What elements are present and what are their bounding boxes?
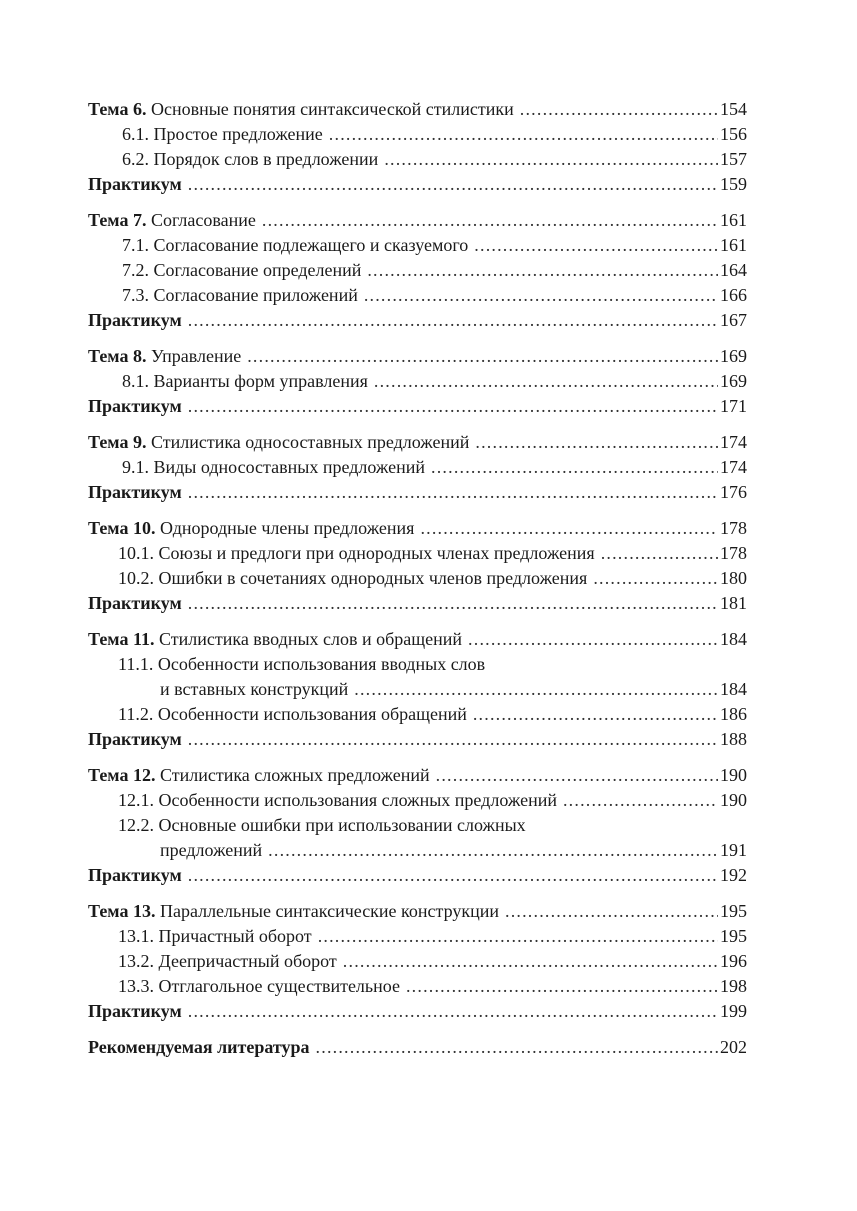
dot-leader bbox=[316, 1035, 718, 1060]
subsection-title bbox=[118, 974, 400, 999]
dot-leader bbox=[374, 369, 718, 394]
subsection-title bbox=[122, 455, 425, 480]
toc-subsection-entry[interactable] bbox=[88, 122, 747, 147]
dot-leader bbox=[406, 974, 718, 999]
topic-name: Управление bbox=[150, 346, 242, 366]
subsection-title bbox=[160, 838, 262, 863]
practicum-label: Практикум bbox=[88, 174, 182, 194]
subsection-title bbox=[118, 652, 485, 677]
subsection-title bbox=[122, 283, 358, 308]
subsection-number: 11.2. bbox=[118, 704, 154, 724]
topic-label: Тема 11. bbox=[88, 629, 155, 649]
page-number: 188 bbox=[720, 729, 747, 749]
dot-leader bbox=[188, 172, 718, 197]
dot-leader bbox=[473, 702, 718, 727]
topic-label: Тема 7. bbox=[88, 210, 147, 230]
page-number: 190 bbox=[720, 790, 747, 810]
dot-leader bbox=[364, 283, 718, 308]
subsection-text: предложений bbox=[160, 840, 263, 860]
toc-subsection-entry[interactable] bbox=[88, 283, 747, 308]
dot-leader bbox=[318, 924, 718, 949]
toc-practicum-entry[interactable] bbox=[88, 480, 747, 505]
toc-practicum-entry[interactable] bbox=[88, 172, 747, 197]
subsection-text: Союзы и предлоги при однородных членах предложения bbox=[158, 543, 595, 563]
dot-leader bbox=[431, 455, 718, 480]
topic-name: Основные понятия синтаксической стилистики bbox=[150, 99, 514, 119]
subsection-title bbox=[122, 258, 361, 283]
subsection-title bbox=[122, 147, 378, 172]
dot-leader bbox=[188, 863, 718, 888]
topic-title bbox=[88, 97, 514, 122]
dot-leader bbox=[520, 97, 718, 122]
toc-section bbox=[88, 516, 747, 616]
page-number: 166 bbox=[720, 285, 747, 305]
subsection-title bbox=[122, 233, 468, 258]
topic-title bbox=[88, 763, 430, 788]
toc-section bbox=[88, 344, 747, 419]
practicum-label: Практикум bbox=[88, 865, 182, 885]
toc-section bbox=[88, 899, 747, 1024]
subsection-title bbox=[118, 702, 467, 727]
dot-leader bbox=[384, 147, 718, 172]
subsection-number: 7.3. bbox=[122, 285, 149, 305]
subsection-title bbox=[118, 924, 312, 949]
subsection-text: Причастный оборот bbox=[158, 926, 312, 946]
subsection-text: Особенности использования сложных предложений bbox=[158, 790, 557, 810]
subsection-title bbox=[118, 813, 526, 838]
topic-label: Тема 8. bbox=[88, 346, 147, 366]
page-number: 202 bbox=[720, 1037, 747, 1057]
page-number: 192 bbox=[720, 865, 747, 885]
subsection-number: 8.1. bbox=[122, 371, 149, 391]
page-number: 154 bbox=[720, 99, 747, 119]
dot-leader bbox=[247, 344, 718, 369]
toc-section bbox=[88, 627, 747, 752]
toc-subsection-entry[interactable] bbox=[88, 677, 747, 702]
subsection-text: Особенности использования обращений bbox=[157, 704, 467, 724]
topic-title bbox=[88, 344, 241, 369]
subsection-number: 6.1. bbox=[122, 124, 149, 144]
subsection-title bbox=[118, 788, 557, 813]
dot-leader bbox=[262, 208, 718, 233]
toc-subsection-entry[interactable] bbox=[88, 566, 747, 591]
topic-label: Тема 13. bbox=[88, 901, 156, 921]
topic-title bbox=[88, 516, 414, 541]
toc-subsection-entry[interactable] bbox=[88, 233, 747, 258]
toc-practicum-entry[interactable] bbox=[88, 863, 747, 888]
dot-leader bbox=[188, 591, 718, 616]
subsection-number: 12.1. bbox=[118, 790, 154, 810]
dot-leader bbox=[563, 788, 718, 813]
toc-topic-entry[interactable] bbox=[88, 899, 747, 924]
dot-leader bbox=[188, 727, 718, 752]
topic-label: Тема 12. bbox=[88, 765, 156, 785]
table-of-contents bbox=[88, 97, 747, 1071]
toc-subsection-entry[interactable] bbox=[88, 258, 747, 283]
toc-literature-entry[interactable] bbox=[88, 1035, 747, 1060]
subsection-text: Порядок слов в предложении bbox=[153, 149, 379, 169]
topic-name: Параллельные синтаксические конструкции bbox=[159, 901, 499, 921]
practicum-label: Практикум bbox=[88, 729, 182, 749]
toc-practicum-entry[interactable] bbox=[88, 308, 747, 333]
subsection-text: Виды односоставных предложений bbox=[153, 457, 426, 477]
subsection-title bbox=[118, 541, 595, 566]
topic-name: Стилистика вводных слов и обращений bbox=[158, 629, 463, 649]
toc-practicum-entry[interactable] bbox=[88, 394, 747, 419]
toc-subsection-entry[interactable] bbox=[88, 369, 747, 394]
page-number: 199 bbox=[720, 1001, 747, 1021]
dot-leader bbox=[367, 258, 718, 283]
page-number: 176 bbox=[720, 482, 747, 502]
page-number: 169 bbox=[720, 371, 747, 391]
toc-subsection-entry[interactable] bbox=[88, 924, 747, 949]
topic-label: Тема 9. bbox=[88, 432, 147, 452]
dot-leader bbox=[505, 899, 718, 924]
dot-leader bbox=[601, 541, 718, 566]
topic-label: Тема 6. bbox=[88, 99, 147, 119]
page-number: 159 bbox=[720, 174, 747, 194]
subsection-text: Деепричастный оборот bbox=[158, 951, 337, 971]
dot-leader bbox=[188, 999, 718, 1024]
topic-title bbox=[88, 627, 462, 652]
page-number: 181 bbox=[720, 593, 747, 613]
topic-name: Стилистика сложных предложений bbox=[159, 765, 430, 785]
topic-title bbox=[88, 430, 469, 455]
subsection-number: 13.3. bbox=[118, 976, 154, 996]
practicum-label: Практикум bbox=[88, 482, 182, 502]
page-number: 171 bbox=[720, 396, 747, 416]
subsection-text: Ошибки в сочетаниях однородных членов предложения bbox=[158, 568, 588, 588]
page-number: 191 bbox=[720, 840, 747, 860]
toc-subsection-entry[interactable] bbox=[88, 147, 747, 172]
toc-subsection-entry[interactable] bbox=[88, 949, 747, 974]
subsection-text: Согласование приложений bbox=[153, 285, 358, 305]
subsection-title bbox=[160, 677, 348, 702]
page-number: 174 bbox=[720, 432, 747, 452]
page-number: 164 bbox=[720, 260, 747, 280]
dot-leader bbox=[593, 566, 718, 591]
page-number: 161 bbox=[720, 235, 747, 255]
toc-topic-entry[interactable] bbox=[88, 430, 747, 455]
page-number: 195 bbox=[720, 901, 747, 921]
subsection-title bbox=[118, 566, 587, 591]
subsection-text: Отглагольное существительное bbox=[158, 976, 400, 996]
toc-subsection-entry[interactable] bbox=[88, 974, 747, 999]
subsection-text: Особенности использования вводных слов bbox=[157, 654, 486, 674]
dot-leader bbox=[188, 308, 718, 333]
toc-topic-entry[interactable] bbox=[88, 208, 747, 233]
toc-practicum-entry[interactable] bbox=[88, 591, 747, 616]
toc-subsection-entry[interactable] bbox=[88, 702, 747, 727]
subsection-number: 7.2. bbox=[122, 260, 149, 280]
page-number: 184 bbox=[720, 679, 747, 699]
dot-leader bbox=[188, 480, 718, 505]
page-number: 178 bbox=[720, 518, 747, 538]
subsection-text: Основные ошибки при использовании сложных bbox=[158, 815, 526, 835]
literature-label: Рекомендуемая литература bbox=[88, 1037, 310, 1057]
page-number: 184 bbox=[720, 629, 747, 649]
subsection-number: 13.1. bbox=[118, 926, 154, 946]
toc-subsection-entry[interactable] bbox=[88, 541, 747, 566]
toc-practicum-entry[interactable] bbox=[88, 727, 747, 752]
page-number: 169 bbox=[720, 346, 747, 366]
toc-section bbox=[88, 208, 747, 333]
dot-leader bbox=[354, 677, 718, 702]
page-number: 198 bbox=[720, 976, 747, 996]
topic-name: Согласование bbox=[150, 210, 256, 230]
subsection-number: 11.1. bbox=[118, 654, 154, 674]
page-number: 167 bbox=[720, 310, 747, 330]
toc-subsection-entry[interactable] bbox=[88, 788, 747, 813]
toc-subsection-entry[interactable] bbox=[88, 813, 747, 838]
page-number: 174 bbox=[720, 457, 747, 477]
dot-leader bbox=[343, 949, 718, 974]
toc-topic-entry[interactable] bbox=[88, 516, 747, 541]
subsection-number: 6.2. bbox=[122, 149, 149, 169]
page-number: 195 bbox=[720, 926, 747, 946]
topic-name: Однородные члены предложения bbox=[159, 518, 415, 538]
topic-title bbox=[88, 208, 256, 233]
subsection-text: Варианты форм управления bbox=[153, 371, 368, 391]
toc-section bbox=[88, 430, 747, 505]
dot-leader bbox=[474, 233, 718, 258]
subsection-number: 10.2. bbox=[118, 568, 154, 588]
dot-leader bbox=[329, 122, 718, 147]
subsection-number: 7.1. bbox=[122, 235, 149, 255]
page-number: 161 bbox=[720, 210, 747, 230]
topic-title bbox=[88, 899, 499, 924]
subsection-text: Простое предложение bbox=[153, 124, 323, 144]
subsection-number: 9.1. bbox=[122, 457, 149, 477]
page-number: 196 bbox=[720, 951, 747, 971]
page-number: 157 bbox=[720, 149, 747, 169]
subsection-text: Согласование определений bbox=[153, 260, 362, 280]
practicum-label: Практикум bbox=[88, 310, 182, 330]
page-number: 186 bbox=[720, 704, 747, 724]
toc-section bbox=[88, 763, 747, 888]
subsection-text: и вставных конструкций bbox=[160, 679, 349, 699]
dot-leader bbox=[475, 430, 718, 455]
dot-leader bbox=[468, 627, 718, 652]
toc-topic-entry[interactable] bbox=[88, 627, 747, 652]
toc-subsection-entry[interactable] bbox=[88, 838, 747, 863]
practicum-label: Практикум bbox=[88, 396, 182, 416]
toc-subsection-entry[interactable] bbox=[88, 652, 747, 677]
dot-leader bbox=[268, 838, 718, 863]
dot-leader bbox=[188, 394, 718, 419]
topic-label: Тема 10. bbox=[88, 518, 156, 538]
toc-subsection-entry[interactable] bbox=[88, 455, 747, 480]
dot-leader bbox=[420, 516, 718, 541]
page-number: 156 bbox=[720, 124, 747, 144]
toc-section-literature bbox=[88, 1035, 747, 1060]
practicum-label: Практикум bbox=[88, 593, 182, 613]
page-number: 180 bbox=[720, 568, 747, 588]
toc-section bbox=[88, 97, 747, 197]
page-number: 178 bbox=[720, 543, 747, 563]
practicum-label: Практикум bbox=[88, 1001, 182, 1021]
toc-topic-entry[interactable] bbox=[88, 344, 747, 369]
toc-topic-entry[interactable] bbox=[88, 97, 747, 122]
toc-topic-entry[interactable] bbox=[88, 763, 747, 788]
toc-practicum-entry[interactable] bbox=[88, 999, 747, 1024]
subsection-title bbox=[122, 122, 323, 147]
topic-name: Стилистика односоставных предложений bbox=[150, 432, 470, 452]
subsection-number: 12.2. bbox=[118, 815, 154, 835]
subsection-title bbox=[118, 949, 337, 974]
dot-leader bbox=[436, 763, 718, 788]
subsection-text: Согласование подлежащего и сказуемого bbox=[153, 235, 469, 255]
subsection-title bbox=[122, 369, 368, 394]
subsection-number: 13.2. bbox=[118, 951, 154, 971]
page-number: 190 bbox=[720, 765, 747, 785]
subsection-number: 10.1. bbox=[118, 543, 154, 563]
